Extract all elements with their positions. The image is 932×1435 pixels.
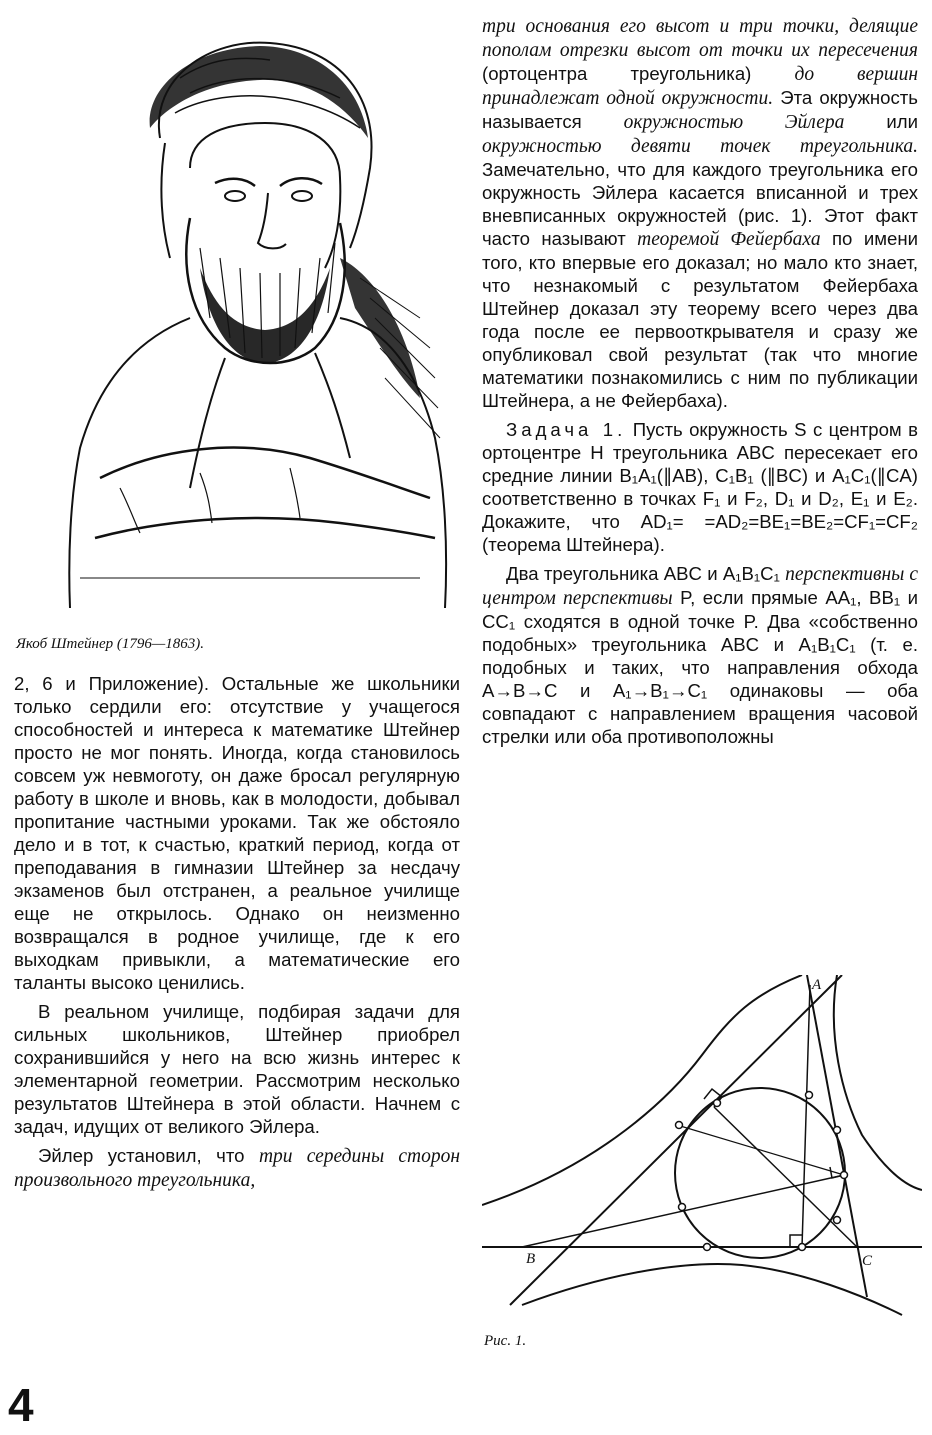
left-paragraph-3-italic: три середины сторон произвольного треугольника, bbox=[14, 1146, 460, 1191]
right-p1-text-3: или bbox=[844, 111, 918, 132]
right-p1-text-1: (ортоцентра треугольника) bbox=[482, 63, 795, 84]
right-p1-italic-5: теоремой Фейербаха bbox=[637, 229, 821, 250]
right-p1-text-4: Замечательно, что для каждого треугольника его окружность Эйлера касается вписанной и трех вневписанных окружностей (рис. 1). Этот факт часто называют bbox=[482, 159, 918, 249]
right-p1-italic-1: три основания его высот и три точки, делящие пополам отрезки высот от точки их пересечения bbox=[482, 16, 918, 61]
figure-1-geometry bbox=[482, 975, 922, 1325]
left-column bbox=[14, 672, 460, 1198]
task-1-label: Задача 1. bbox=[506, 419, 627, 440]
right-column bbox=[482, 14, 918, 754]
right-p1-text-2: Эта окружность называется bbox=[482, 87, 918, 132]
figure-label-b: B bbox=[526, 1251, 536, 1267]
right-p3-text-2: P, если прямые AA₁, BB₁ и CC₁ сходятся в одной точке P. Два «собственно подобных» треугольника ABC и A₁B₁C₁ (т. е. подобных и таких, что направления обхода A→B→C и A₁→B₁→C₁ одинаковы — оба совпадают с направлением вращения часовой стрелки или оба противоположны bbox=[482, 587, 918, 747]
task-1-text: Пусть окружность S с центром в ортоцентре H треугольника ABC пересекает его средние линии B₁A₁(∥AB), C₁B₁ (∥BC) и A₁C₁(∥CA) соответственно в точках F₁ и F₂, D₁ и D₂, E₁ и E₂. Докажите, что AD₁= =AD₂=BE₁=BE₂=CF₁=CF₂ (теорема Штейнера). bbox=[482, 419, 919, 555]
euler-circle bbox=[675, 1088, 845, 1258]
altitude-a bbox=[802, 985, 810, 1247]
task-1-paragraph bbox=[482, 418, 918, 556]
left-paragraph-1: 2, 6 и Приложение). Остальные же школьники только сердили его: отсутствие у учащегося способностей и интереса к математике Штейнер просто не мог понять. Иногда, когда становилось совсем уж невмоготу, он даже бросал регулярную работу в школе и вновь, как в молодости, добывал пропитание частными уроками. Так же обстояло дело и в тот, к счастью, краткий период, когда от преподавания в гимназии Штейнер за несдачу экзаменов был отстранен, а реальное училище еще не открылось. Однако он неизменно возвращался в родное училище, где к его выходкам привыкли, а математические его таланты высоко ценились. bbox=[14, 673, 460, 993]
line-ba bbox=[510, 975, 842, 1305]
right-paragraph-1 bbox=[482, 14, 918, 412]
figure-label-a: A bbox=[812, 977, 822, 993]
right-p1-italic-2: до вершин принадлежат одной окружности. bbox=[482, 64, 918, 109]
excircle-arc-right bbox=[834, 975, 922, 1190]
left-paragraph-3 bbox=[14, 1144, 460, 1192]
right-p1-italic-3: окружностью Эйлера bbox=[623, 112, 845, 133]
right-p1-italic-4: окружностью девяти точек треугольника. bbox=[482, 136, 918, 157]
excircle-arc-bottom bbox=[522, 1264, 902, 1315]
figure-label-c: C bbox=[862, 1253, 873, 1269]
left-paragraph-2: В реальном училище, подбирая задачи для сильных школьников, Штейнер приобрел сохранившийся у него на всю жизнь интерес к элементарной геометрии. Рассмотрим несколько результатов Штейнера в этой области. Начнем с задач, идущих от великого Эйлера. bbox=[14, 1001, 460, 1137]
excircle-arc-left bbox=[482, 975, 802, 1205]
figure-caption: Рис. 1. bbox=[484, 1333, 527, 1349]
right-p3-italic-1: перспективны с центром перспективы bbox=[482, 564, 918, 609]
portrait-caption: Якоб Штейнер (1796—1863). bbox=[16, 636, 204, 652]
page-number: 4 bbox=[8, 1379, 34, 1431]
right-p1-text-5: по имени того, кто впервые его доказал; но мало кто знает, что незнакомый с результатом Фейербаха Штейнер доказал эту теорему всего через два года после ее первооткрывателя и сразу же опубликовал свой результат (так что многие математики познакомились с ним по публикации Штейнера, а не Фейербаха). bbox=[482, 228, 918, 411]
left-paragraph-3-text: Эйлер установил, что bbox=[38, 1145, 259, 1166]
portrait-illustration bbox=[40, 18, 450, 618]
right-paragraph-3 bbox=[482, 562, 918, 748]
right-p3-text-1: Два треугольника ABC и A₁B₁C₁ bbox=[506, 563, 786, 584]
